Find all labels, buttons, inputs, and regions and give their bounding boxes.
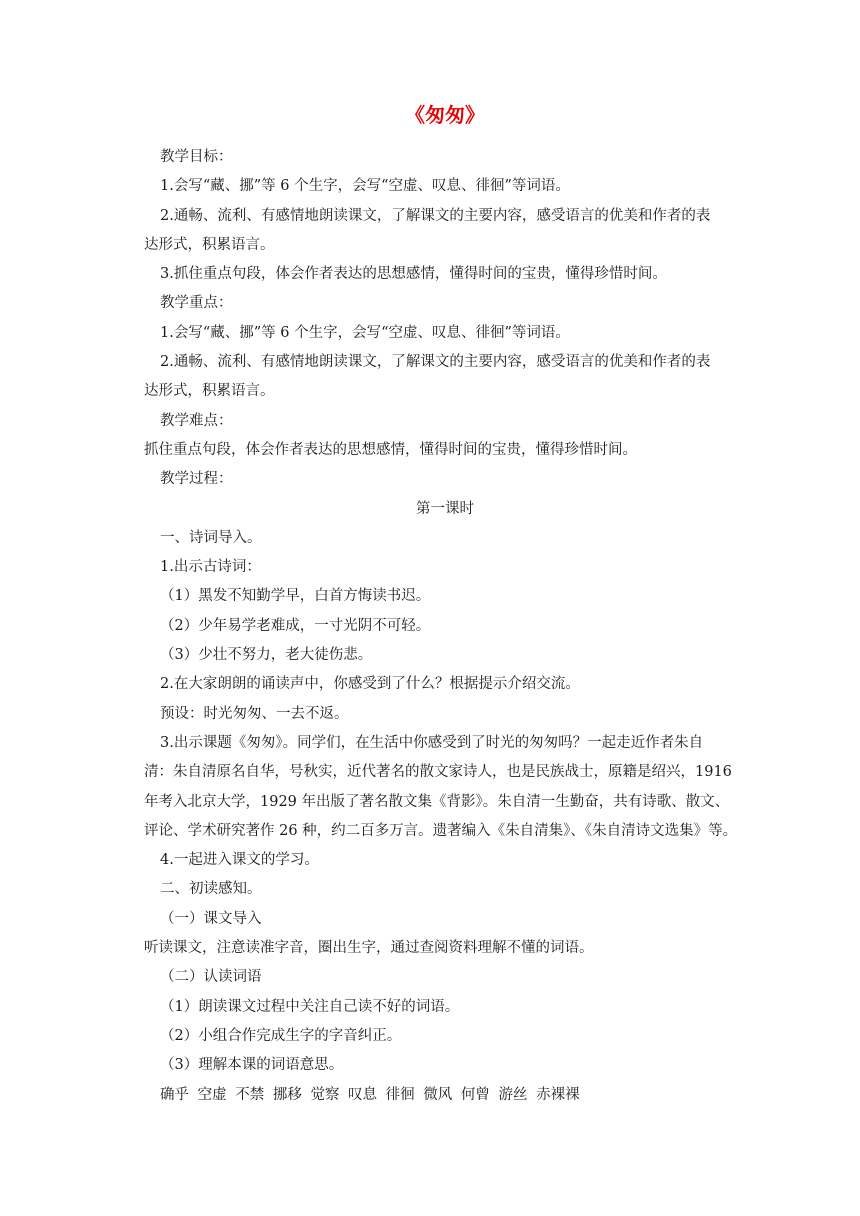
section1-heading: 一、诗词导入。 [160,529,262,546]
vocab-word: 何曾 [460,1086,490,1103]
vocab-word: 觉察 [310,1086,340,1103]
objective-line: 3.抓住重点句段，体会作者表达的思想感情，懂得时间的宝贵，懂得珍惜时间。 [160,266,667,283]
document-page [144,100,738,1110]
vocab-word: 赤裸裸 [536,1086,580,1103]
section2-heading: 二、初读感知。 [160,881,262,898]
key-point-line: 1.会写“藏、挪”等 6 个生字，会写“空虚、叹息、徘徊”等词语。 [160,324,570,341]
section1-item3-line: 评论、学术研究著作 26 种，约二百多万言。遗著编入《朱自清集》、《朱自清诗文选集》等。 [144,822,738,839]
section1-item3-line: 清：朱自清原名自华，号秋实，近代著名的散文家诗人，也是民族战士，原籍是绍兴，1916 [144,764,732,781]
sub2-heading: （二）认读词语 [160,969,262,986]
vocab-word: 不禁 [235,1086,265,1103]
vocab-word: 游丝 [498,1086,528,1103]
difficulty-text: 抓住重点句段，体会作者表达的思想感情，懂得时间的宝贵，懂得珍惜时间。 [144,441,637,458]
lesson-heading: 第一课时 [416,500,474,517]
poem-line: （3）少壮不努力，老大徒伤悲。 [160,647,373,664]
section1-item3-line: 年考入北京大学，1929 年出版了著名散文集《背影》。朱自清一生勤奋，共有诗歌、散文、 [144,793,730,810]
vocab-word: 挪移 [272,1086,302,1103]
section1-item: 1.出示古诗词： [160,559,261,576]
process-heading: 教学过程： [160,471,233,488]
poem-line: （1）黑发不知勤学早，白首方悔读书迟。 [160,588,431,605]
objective-line: 达形式，积累语言。 [144,236,275,253]
vocab-word: 徘徊 [385,1086,415,1103]
vocab-word: 微风 [423,1086,453,1103]
sub2-item: （2）小组合作完成生字的字音纠正。 [160,1027,402,1044]
preset-text: 预设：时光匆匆、一去不返。 [160,705,349,722]
key-points-heading: 教学重点： [160,295,233,312]
sub1-heading: （一）课文导入 [160,910,262,927]
objective-line: 1.会写“藏、挪”等 6 个生字，会写“空虚、叹息、徘徊”等词语。 [160,178,570,195]
key-point-line: 2.通畅、流利、有感情地朗读课文，了解课文的主要内容，感受语言的优美和作者的表 [160,354,711,371]
vocabulary-row [160,1081,730,1110]
section1-item3-line: 3.出示课题《匆匆》。同学们，在生活中你感受到了时光的匆匆吗？一起走近作者朱自 [160,734,704,751]
section1-item: 4.一起进入课文的学习。 [160,852,319,869]
difficulty-heading: 教学难点： [160,412,233,429]
objective-line: 2.通畅、流利、有感情地朗读课文，了解课文的主要内容，感受语言的优美和作者的表 [160,207,711,224]
key-point-line: 达形式，积累语言。 [144,383,275,400]
vocab-word: 空虚 [197,1086,227,1103]
sub2-item: （3）理解本课的词语意思。 [160,1057,344,1074]
vocab-word: 叹息 [348,1086,378,1103]
sub1-text: 听读课文，注意读准字音，圈出生字，通过查阅资料理解不懂的词语。 [144,940,594,957]
vocab-word: 确乎 [160,1086,189,1103]
document-title: 《匆匆》 [405,103,485,127]
poem-line: （2）少年易学老难成，一寸光阴不可轻。 [160,617,431,634]
objectives-heading: 教学目标： [160,149,233,165]
section1-item: 2.在大家朗朗的诵读声中，你感受到了什么？根据提示介绍交流。 [160,676,580,693]
sub2-item: （1）朗读课文过程中关注自己读不好的词语。 [160,998,460,1015]
